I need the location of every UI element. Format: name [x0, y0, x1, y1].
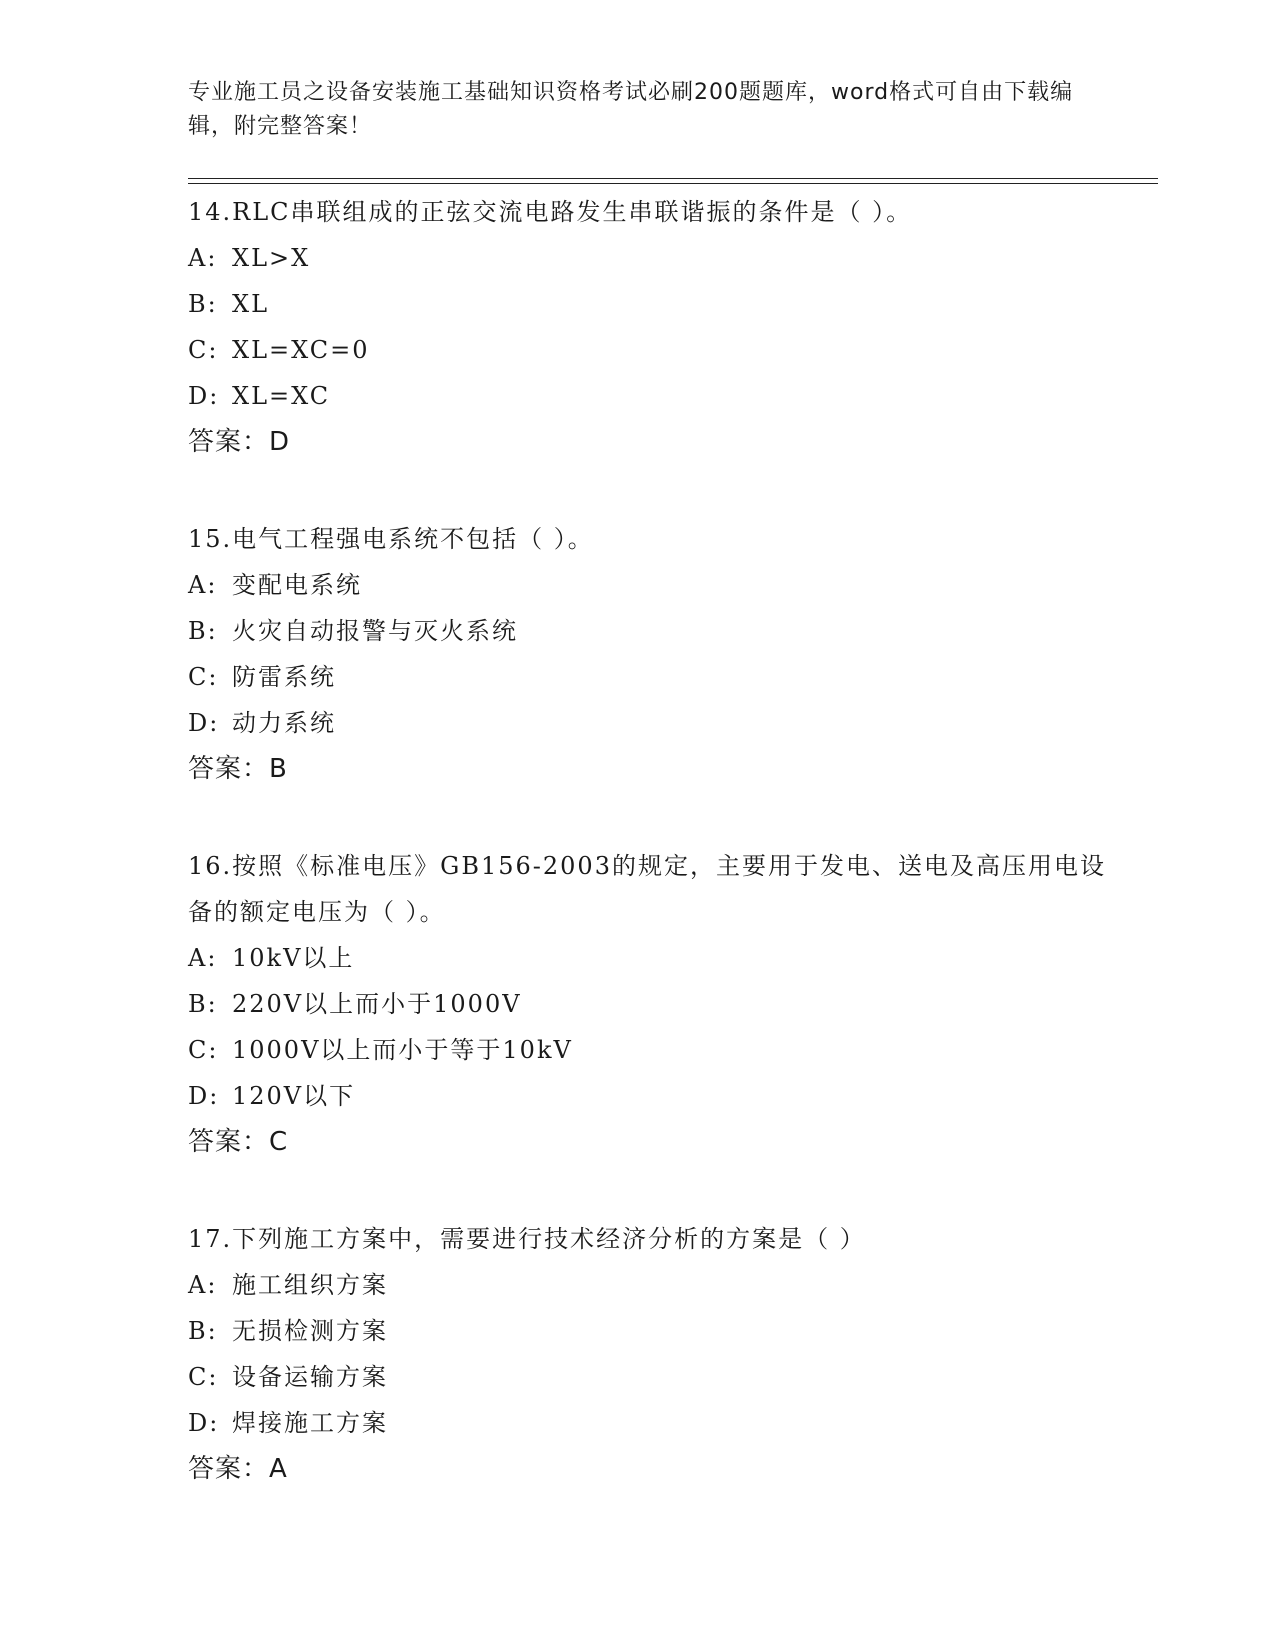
option-text: 无损检测方案	[232, 1317, 388, 1345]
option-letter: C:	[188, 663, 219, 691]
option-letter: C:	[188, 1363, 219, 1391]
option-letter: C:	[188, 1036, 219, 1064]
option-b	[188, 981, 1108, 1027]
option-b	[188, 281, 1108, 327]
answer: 答案：C	[188, 1127, 289, 1157]
option-c	[188, 327, 1108, 373]
option-letter: A:	[188, 571, 218, 599]
option-letter: B:	[188, 1317, 218, 1345]
option-b	[188, 608, 1108, 654]
option-d	[188, 1073, 1108, 1119]
option-text: 1000V以上而小于等于10kV	[232, 1036, 573, 1064]
option-text: XL	[232, 290, 270, 318]
option-letter: B:	[188, 617, 218, 645]
question-16	[188, 843, 1108, 1165]
option-text: XL=XC=0	[232, 336, 370, 364]
header-rule-top	[188, 178, 1158, 179]
option-letter: D:	[188, 1409, 220, 1437]
option-letter: C:	[188, 336, 219, 364]
option-c	[188, 1354, 1108, 1400]
answer: 答案：D	[188, 427, 291, 457]
option-d	[188, 1400, 1108, 1446]
question-list	[188, 189, 1108, 1543]
question-stem: 17.下列施工方案中，需要进行技术经济分析的方案是（ ）	[188, 1225, 866, 1253]
option-text: 设备运输方案	[232, 1363, 388, 1391]
option-text: 220V以上而小于1000V	[232, 990, 522, 1018]
option-b	[188, 1308, 1108, 1354]
option-a	[188, 935, 1108, 981]
option-letter: A:	[188, 1271, 218, 1299]
option-text: 火灾自动报警与灭火系统	[232, 617, 518, 645]
question-14	[188, 189, 1108, 465]
option-letter: A:	[188, 944, 218, 972]
option-text: XL=XC	[232, 382, 331, 410]
option-text: 防雷系统	[232, 663, 336, 691]
option-text: 10kV以上	[232, 944, 355, 972]
option-d	[188, 373, 1108, 419]
option-a	[188, 1262, 1108, 1308]
option-text: 焊接施工方案	[232, 1409, 388, 1437]
option-letter: D:	[188, 1082, 220, 1110]
question-stem: 15.电气工程强电系统不包括（ ）。	[188, 525, 594, 553]
option-a	[188, 562, 1108, 608]
question-15	[188, 516, 1108, 792]
option-text: 施工组织方案	[232, 1271, 388, 1299]
option-a	[188, 235, 1108, 281]
question-stem: 14.RLC串联组成的正弦交流电路发生串联谐振的条件是（ ）。	[188, 198, 913, 226]
document-header: 专业施工员之设备安装施工基础知识资格考试必刷200题题库，word格式可自由下载编辑，附完整答案！	[188, 80, 1074, 139]
option-text: 变配电系统	[232, 571, 362, 599]
option-letter: D:	[188, 709, 220, 737]
option-letter: A:	[188, 244, 218, 272]
option-text: 120V以下	[232, 1082, 356, 1110]
header-rule-bottom	[188, 183, 1158, 184]
question-stem: 16.按照《标准电压》GB156-2003的规定，主要用于发电、送电及高压用电设备的额定电压为（ ）。	[188, 852, 1106, 926]
option-c	[188, 654, 1108, 700]
option-text: XL>X	[232, 244, 311, 272]
option-d	[188, 700, 1108, 746]
option-text: 动力系统	[232, 709, 336, 737]
answer: 答案：A	[188, 1454, 288, 1484]
question-17	[188, 1216, 1108, 1492]
option-letter: B:	[188, 290, 218, 318]
option-letter: B:	[188, 990, 218, 1018]
answer: 答案：B	[188, 754, 288, 784]
option-letter: D:	[188, 382, 220, 410]
option-c	[188, 1027, 1108, 1073]
